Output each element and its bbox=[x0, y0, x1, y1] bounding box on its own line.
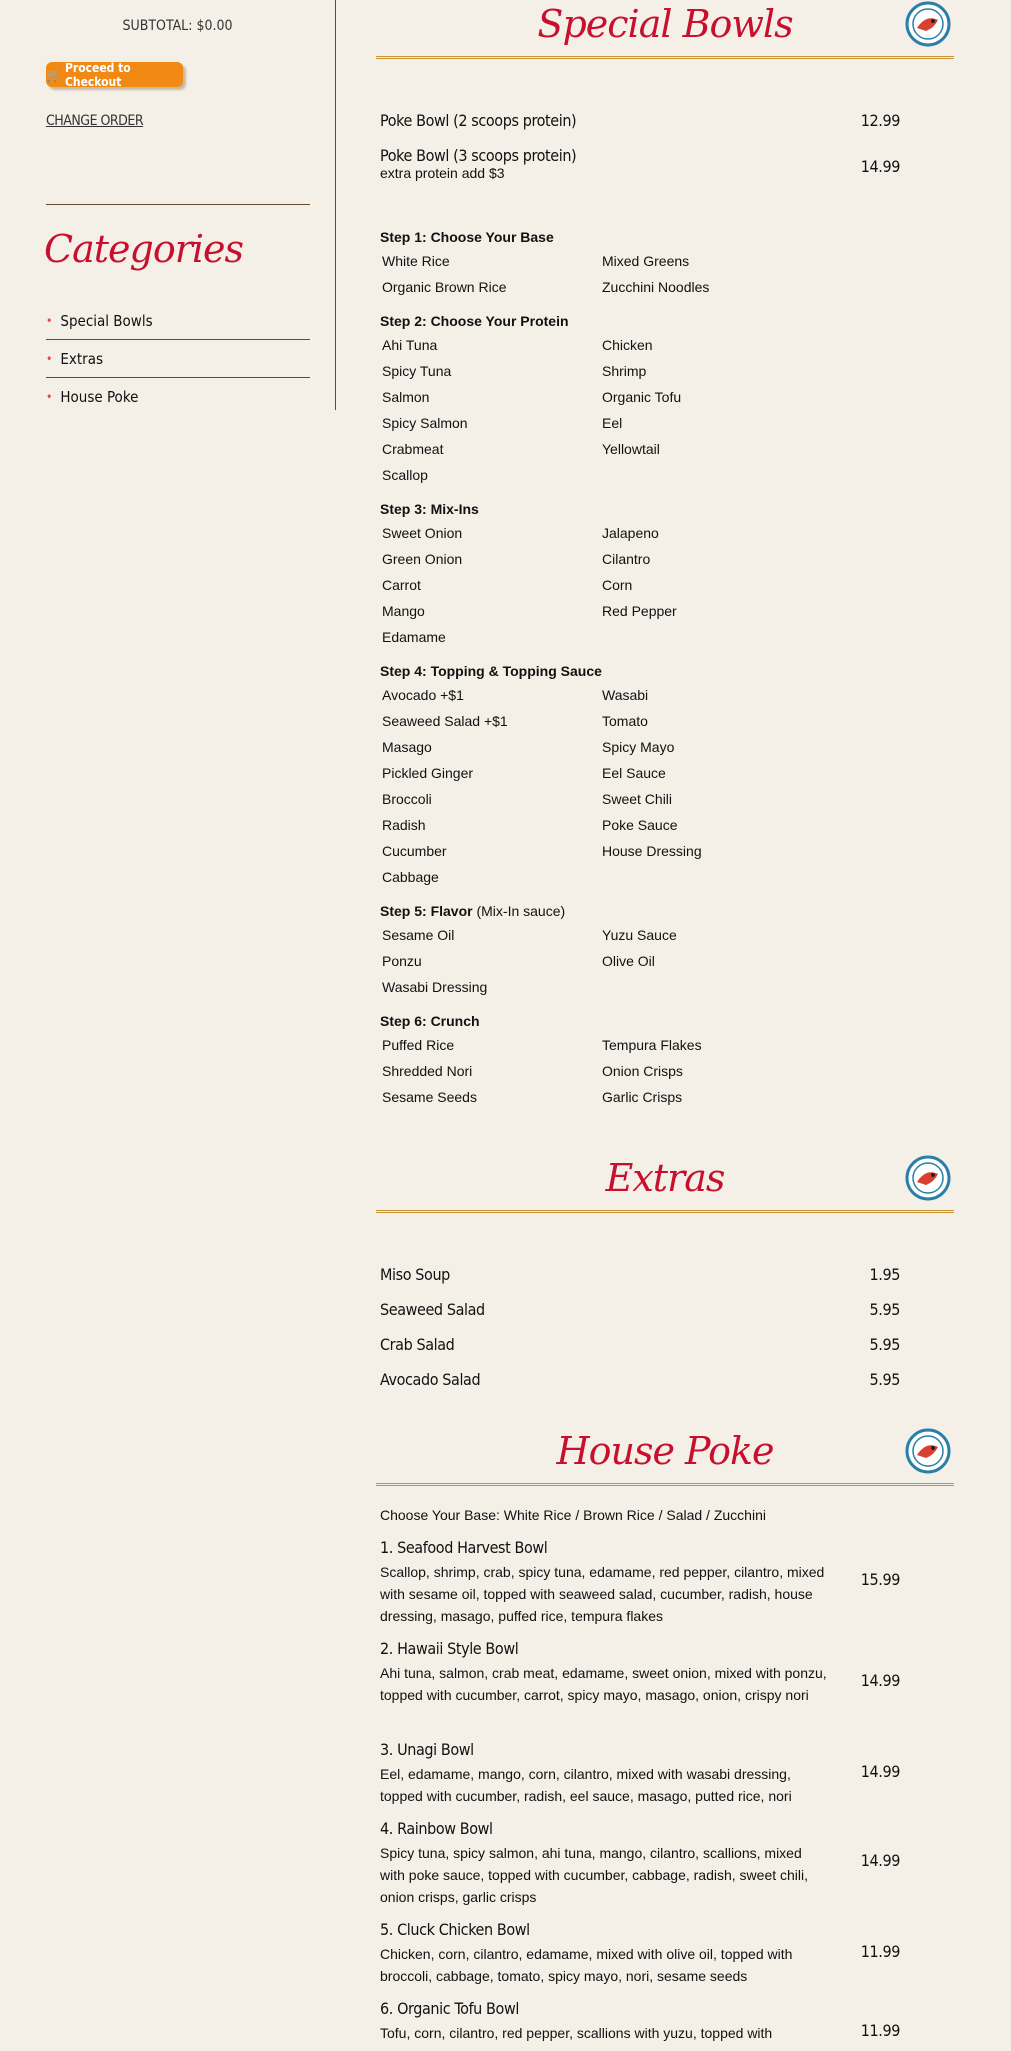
bullet-icon: • bbox=[46, 389, 53, 404]
option-label: Garlic Crisps bbox=[602, 1089, 683, 1105]
menu-item[interactable] bbox=[380, 1370, 900, 1390]
menu-item[interactable] bbox=[380, 1538, 900, 1589]
option-label: Sweet Onion bbox=[382, 525, 463, 541]
section-title: Special Bowls bbox=[537, 2, 793, 46]
option-label: Shredded Nori bbox=[382, 1063, 473, 1079]
option-label: Ahi Tuna bbox=[382, 337, 438, 353]
item-name: 3. Unagi Bowl bbox=[380, 1740, 474, 1759]
option-label: Avocado +$1 bbox=[382, 687, 464, 703]
option-label: Red Pepper bbox=[602, 603, 677, 619]
cart-icon: 🛒 bbox=[46, 67, 61, 82]
category-special-bowls[interactable] bbox=[46, 302, 310, 340]
proceed-to-checkout-button[interactable] bbox=[46, 62, 183, 87]
item-name: Seaweed Salad bbox=[380, 1300, 485, 1319]
item-name: 2. Hawaii Style Bowl bbox=[380, 1639, 519, 1658]
item-price: 14.99 bbox=[860, 1762, 900, 1781]
category-house-poke[interactable] bbox=[46, 378, 310, 415]
option-label: Cabbage bbox=[382, 869, 439, 885]
item-description: Scallop, shrimp, crab, spicy tuna, edamame, red pepper, cilantro, mixed with sesame oil, topped with seaweed salad, cucumber, radish, house dressing, masago, puffed rice, tempura flakes bbox=[380, 1564, 825, 1624]
item-description: Eel, edamame, mango, corn, cilantro, mixed with wasabi dressing, topped with cucumber, radish, eel sauce, masago, putted rice, nori bbox=[380, 1766, 792, 1804]
item-name: Poke Bowl (3 scoops protein) bbox=[380, 146, 577, 165]
category-label: Extras bbox=[60, 349, 104, 368]
option-label: Eel bbox=[602, 415, 623, 431]
option-label: Spicy Salmon bbox=[382, 415, 468, 431]
section-header-house-poke bbox=[376, 1427, 954, 1486]
option-label: Crabmeat bbox=[382, 441, 444, 457]
option-label: Mixed Greens bbox=[602, 253, 690, 269]
option-label: Salmon bbox=[382, 389, 430, 405]
sidebar-divider bbox=[46, 204, 310, 205]
menu-item[interactable] bbox=[380, 1300, 900, 1320]
item-price: 15.99 bbox=[860, 1570, 900, 1589]
option-label: Zucchini Noodles bbox=[602, 279, 710, 295]
item-price: 5.95 bbox=[869, 1335, 900, 1354]
menu-item[interactable] bbox=[380, 1920, 900, 1961]
item-name: 5. Cluck Chicken Bowl bbox=[380, 1920, 530, 1939]
section-header-extras bbox=[376, 1154, 954, 1213]
section-title: House Poke bbox=[556, 1429, 774, 1473]
sidebar bbox=[0, 0, 336, 410]
item-description: Ahi tuna, salmon, crab meat, edamame, sweet onion, mixed with ponzu, topped with cucumber, carrot, spicy mayo, masago, onion, crispy nori bbox=[380, 1665, 827, 1703]
item-price: 1.95 bbox=[869, 1265, 900, 1284]
step-title: Step 6: Crunch bbox=[380, 1013, 480, 1029]
option-label: Tempura Flakes bbox=[602, 1037, 702, 1053]
option-label: Chicken bbox=[602, 337, 653, 353]
option-label: Wasabi Dressing bbox=[382, 979, 488, 995]
option-label: House Dressing bbox=[602, 843, 702, 859]
bullet-icon: • bbox=[46, 351, 53, 366]
base-note: Choose Your Base: White Rice / Brown Rice / Salad / Zucchini bbox=[380, 1507, 766, 1523]
step-title: Step 3: Mix-Ins bbox=[380, 501, 479, 517]
option-label: Scallop bbox=[382, 467, 428, 483]
section-header-special-bowls bbox=[376, 0, 954, 59]
option-label: Organic Brown Rice bbox=[382, 279, 507, 295]
section-title: Extras bbox=[605, 1156, 725, 1200]
item-price: 11.99 bbox=[860, 1942, 900, 1961]
change-order-link[interactable]: CHANGE ORDER bbox=[46, 113, 144, 129]
item-name: Crab Salad bbox=[380, 1335, 455, 1354]
option-label: Seaweed Salad +$1 bbox=[382, 713, 508, 729]
option-label: Corn bbox=[602, 577, 633, 593]
menu-item[interactable] bbox=[380, 1740, 900, 1781]
option-label: Broccoli bbox=[382, 791, 432, 807]
item-price: 14.99 bbox=[860, 157, 900, 176]
poke-logo-icon bbox=[904, 1427, 952, 1475]
option-label: Poke Sauce bbox=[602, 817, 678, 833]
bullet-icon: • bbox=[46, 313, 53, 328]
item-name: 6. Organic Tofu Bowl bbox=[380, 1999, 519, 2018]
item-description: Spicy tuna, spicy salmon, ahi tuna, mango, cilantro, scallions, mixed with poke sauce, topped with cucumber, cabbage, radish, sweet chili, onion crisps, garlic crisps bbox=[380, 1845, 809, 1905]
option-label: Ponzu bbox=[382, 953, 422, 969]
option-label: Organic Tofu bbox=[602, 389, 682, 405]
option-label: White Rice bbox=[382, 253, 450, 269]
step-title: Step 2: Choose Your Protein bbox=[380, 313, 569, 329]
item-description: Chicken, corn, cilantro, edamame, mixed with olive oil, topped with broccoli, cabbage, tomato, spicy mayo, nori, sesame seeds bbox=[380, 1946, 793, 1984]
menu-item[interactable] bbox=[380, 146, 900, 181]
categories-title: Categories bbox=[44, 227, 243, 271]
item-price: 5.95 bbox=[869, 1370, 900, 1389]
item-name: 4. Rainbow Bowl bbox=[380, 1819, 493, 1838]
step-title bbox=[380, 903, 565, 919]
item-price: 12.99 bbox=[860, 111, 900, 130]
item-name: Poke Bowl (2 scoops protein) bbox=[380, 111, 577, 130]
menu-item[interactable] bbox=[380, 1335, 900, 1355]
option-label: Eel Sauce bbox=[602, 765, 666, 781]
option-label: Spicy Mayo bbox=[602, 739, 675, 755]
step-title: Step 1: Choose Your Base bbox=[380, 229, 554, 245]
category-extras[interactable] bbox=[46, 340, 310, 378]
menu-item[interactable] bbox=[380, 1819, 900, 1870]
option-label: Carrot bbox=[382, 577, 421, 593]
option-label: Cilantro bbox=[602, 551, 651, 567]
option-label: Spicy Tuna bbox=[382, 363, 452, 379]
option-label: Green Onion bbox=[382, 551, 463, 567]
option-label: Edamame bbox=[382, 629, 446, 645]
category-label: House Poke bbox=[60, 387, 139, 406]
menu-item[interactable] bbox=[380, 1265, 900, 1285]
step-note: (Mix-In sauce) bbox=[476, 903, 566, 919]
item-description: Tofu, corn, cilantro, red pepper, scallions with yuzu, topped with bbox=[380, 2025, 773, 2041]
option-label: Mango bbox=[382, 603, 425, 619]
option-label: Cucumber bbox=[382, 843, 447, 859]
item-price: 14.99 bbox=[860, 1671, 900, 1690]
item-subtext: extra protein add $3 bbox=[380, 165, 505, 181]
option-label: Onion Crisps bbox=[602, 1063, 683, 1079]
option-label: Radish bbox=[382, 817, 426, 833]
option-label: Sesame Oil bbox=[382, 927, 455, 943]
option-label: Olive Oil bbox=[602, 953, 655, 969]
step-title: Step 4: Topping & Topping Sauce bbox=[380, 663, 602, 679]
checkout-label: Proceed to Checkout bbox=[64, 60, 131, 89]
item-price: 5.95 bbox=[869, 1300, 900, 1319]
option-label: Wasabi bbox=[602, 687, 649, 703]
category-list bbox=[46, 302, 310, 415]
option-label: Pickled Ginger bbox=[382, 765, 474, 781]
item-price: 14.99 bbox=[860, 1851, 900, 1870]
item-price: 11.99 bbox=[860, 2021, 900, 2040]
option-label: Jalapeno bbox=[602, 525, 659, 541]
option-label: Yellowtail bbox=[602, 441, 660, 457]
subtotal: SUBTOTAL: $0.00 bbox=[122, 18, 233, 34]
option-label: Puffed Rice bbox=[382, 1037, 455, 1053]
option-label: Masago bbox=[382, 739, 432, 755]
step-title-text: Step 5: Flavor bbox=[380, 903, 473, 919]
item-name: Avocado Salad bbox=[380, 1370, 481, 1389]
poke-logo-icon bbox=[904, 0, 952, 48]
option-label: Sesame Seeds bbox=[382, 1089, 477, 1105]
option-label: Tomato bbox=[602, 713, 648, 729]
option-label: Shrimp bbox=[602, 363, 647, 379]
item-name: Miso Soup bbox=[380, 1265, 450, 1284]
category-label: Special Bowls bbox=[60, 311, 153, 330]
poke-logo-icon bbox=[904, 1154, 952, 1202]
option-label: Sweet Chili bbox=[602, 791, 673, 807]
option-label: Yuzu Sauce bbox=[602, 927, 677, 943]
menu-item[interactable] bbox=[380, 111, 900, 131]
item-name: 1. Seafood Harvest Bowl bbox=[380, 1538, 548, 1557]
